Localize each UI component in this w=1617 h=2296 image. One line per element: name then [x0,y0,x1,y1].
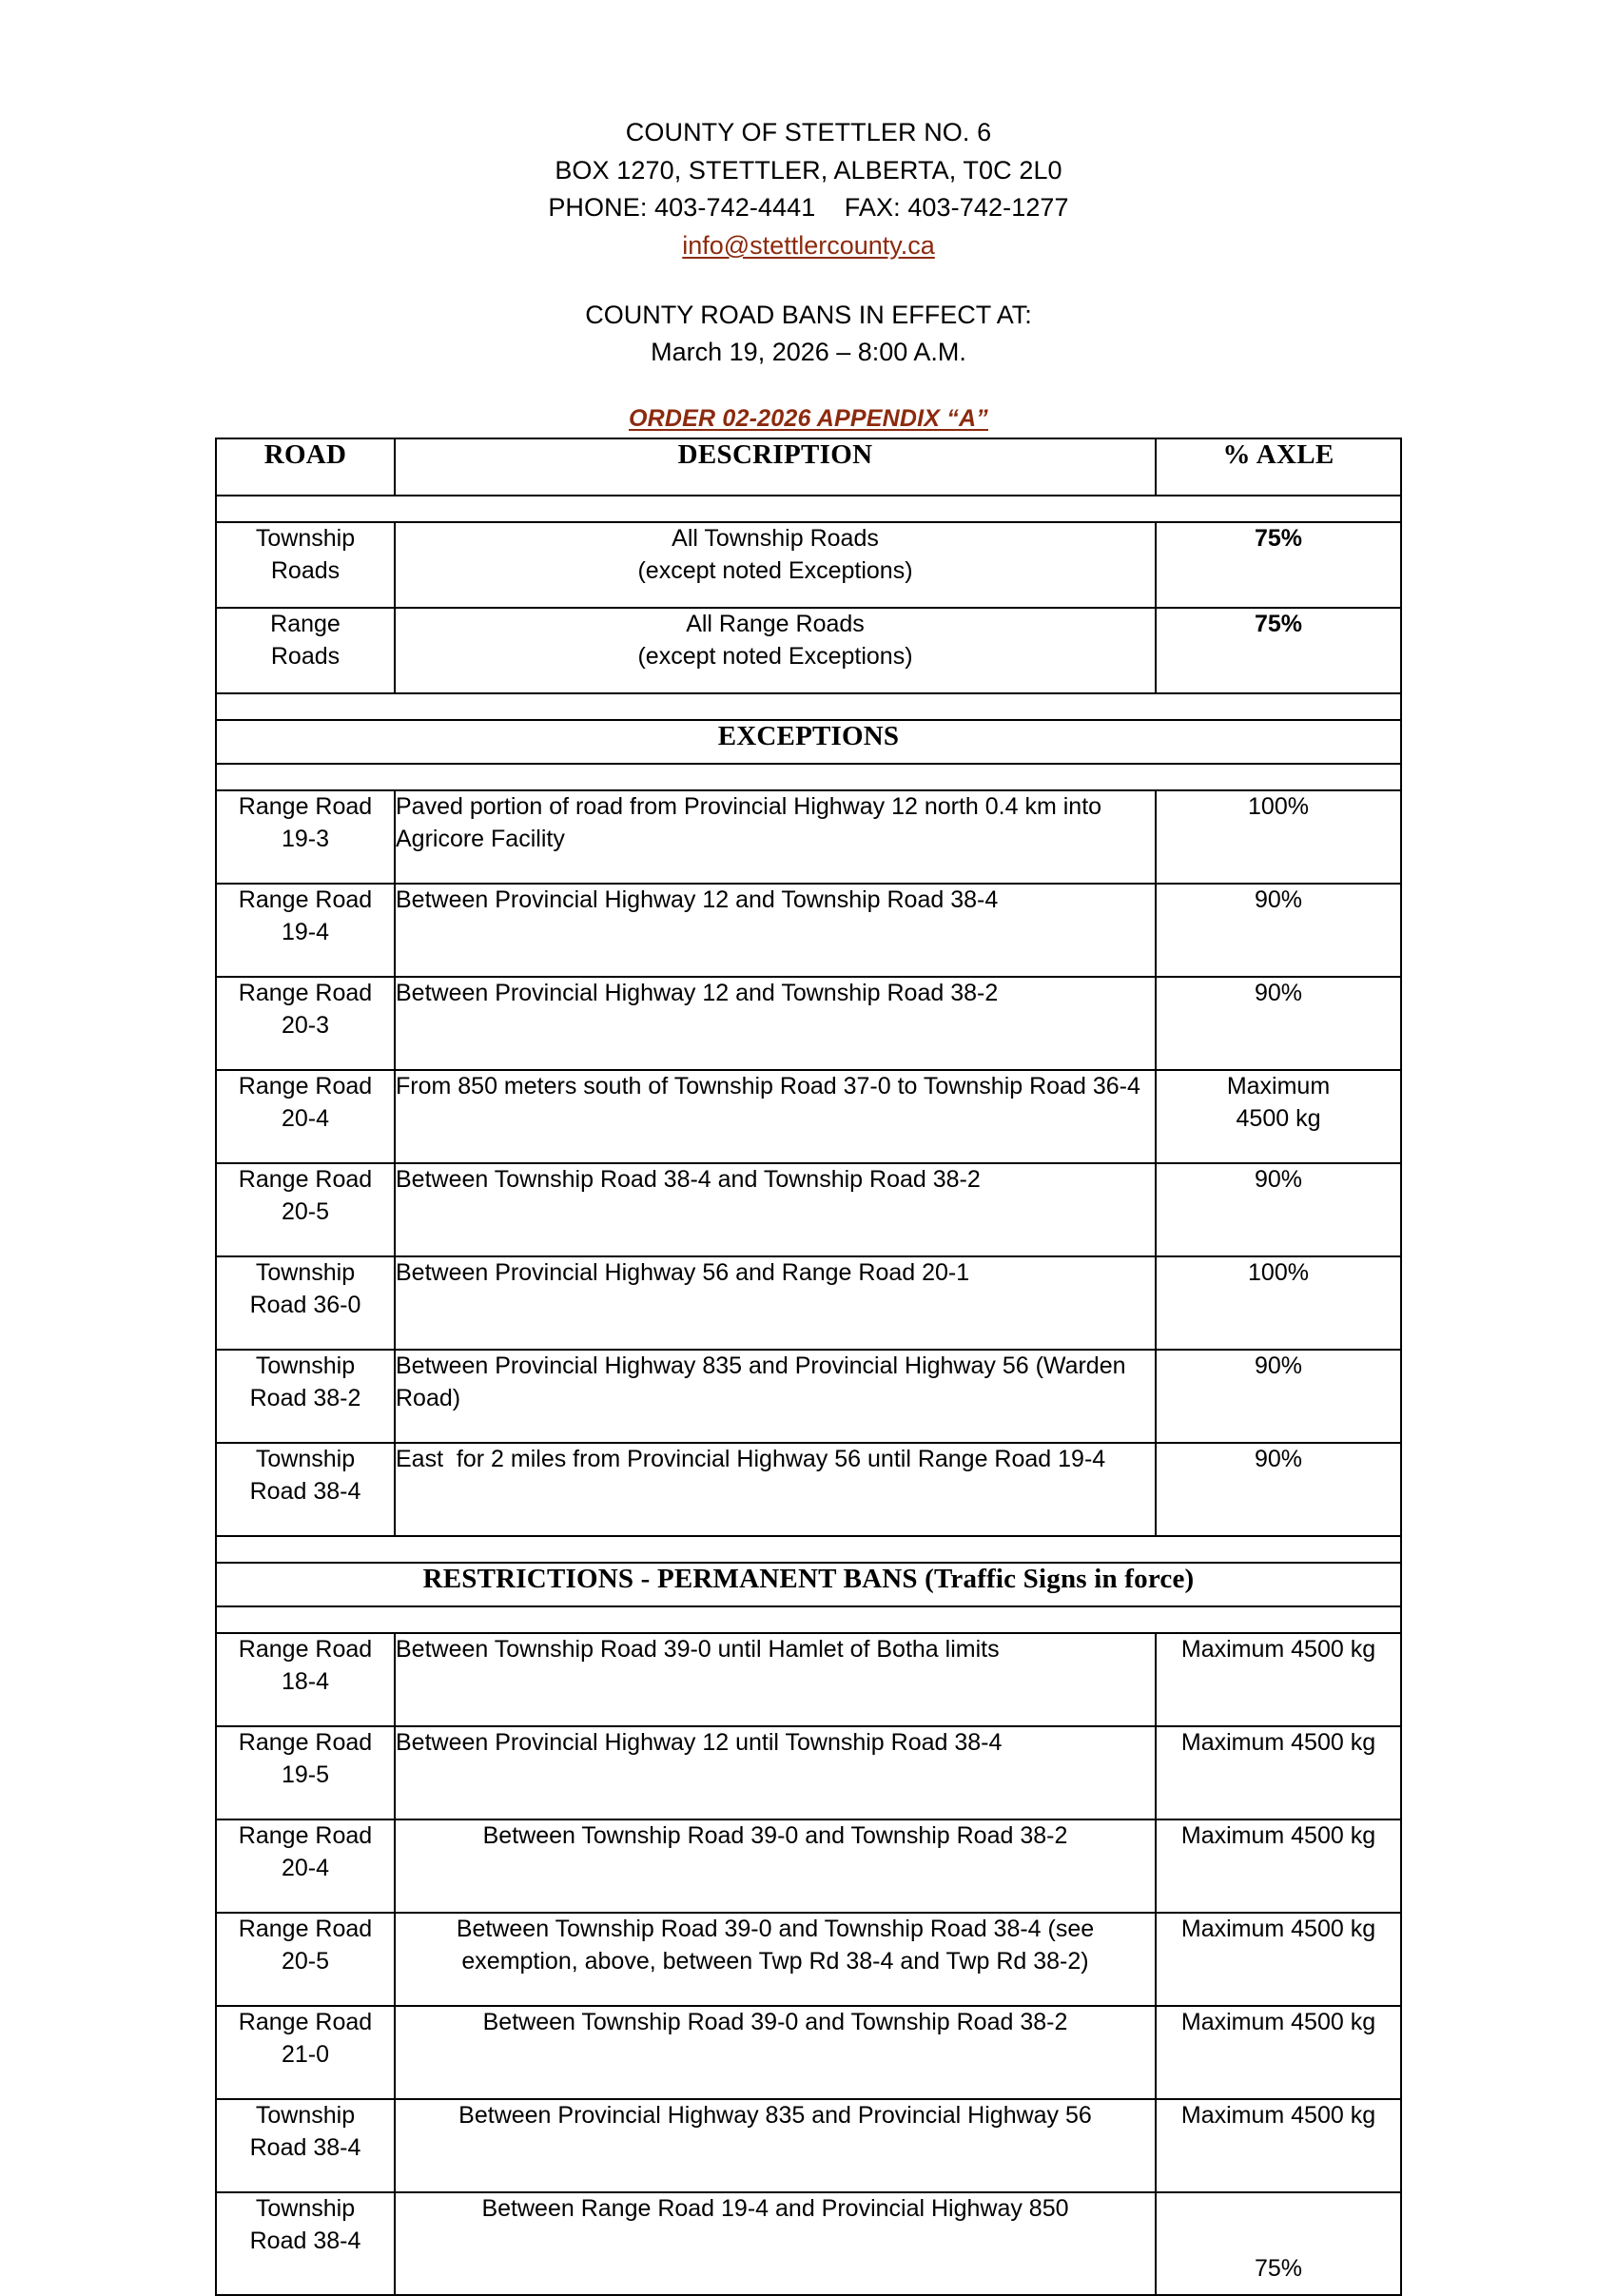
cell-axle: Maximum 4500 kg [1156,1070,1401,1163]
cell-axle: 75% [1156,2192,1401,2295]
cell-road: Range Road 20-4 [216,1819,395,1913]
cell-road: Range Road 18-4 [216,1633,395,1726]
letterhead [0,0,1617,259]
table-row [216,1819,1401,1913]
spacer-row-top [216,496,1401,522]
cell-axle: 90% [1156,1443,1401,1536]
exceptions-section-title-cell: EXCEPTIONS [216,720,1401,764]
restrictions-section-title-cell: RESTRICTIONS - PERMANENT BANS (Traffic Signs in force) [216,1563,1401,1606]
spacer-cell [216,1606,1401,1633]
cell-road: Range Road 21-0 [216,2006,395,2099]
cell-description: East for 2 miles from Provincial Highway 56 until Range Road 19-4 [395,1443,1156,1536]
cell-description: Between Provincial Highway 835 and Provincial Highway 56 (Warden Road) [395,1350,1156,1443]
mailing-address: BOX 1270, STETTLER, ALBERTA, T0C 2L0 [555,155,1062,185]
cell-axle: Maximum 4500 kg [1156,2099,1401,2192]
table-row [216,1913,1401,2006]
cell-axle: 75% [1156,522,1401,608]
cell-description: Between Provincial Highway 835 and Provincial Highway 56 [395,2099,1156,2192]
spacer-row-after-exceptions [216,764,1401,790]
cell-axle: Maximum 4500 kg [1156,1819,1401,1913]
cell-description: Between Provincial Highway 12 until Township Road 38-4 [395,1726,1156,1819]
table-row [216,1070,1401,1163]
restrictions-section-title [216,1563,1401,1606]
cell-road: Township Road 36-0 [216,1256,395,1350]
column-header-description: DESCRIPTION [395,438,1156,496]
table-row [216,522,1401,608]
road-bans-table-container [215,438,1400,2296]
phone-fax-line: PHONE: 403-742-4441 FAX: 403-742-1277 [548,193,1069,222]
cell-description: Between Provincial Highway 12 and Township Road 38-2 [395,977,1156,1070]
cell-road: Township Road 38-2 [216,1350,395,1443]
cell-description: Between Township Road 39-0 and Township Road 38-4 (see exemption, above, between Twp Rd 38-4 and Twp Rd 38-2) [395,1913,1156,2006]
table-row [216,977,1401,1070]
cell-axle: 75% [1156,608,1401,693]
cell-description: Between Township Road 38-4 and Township Road 38-2 [395,1163,1156,1256]
cell-axle: 90% [1156,884,1401,977]
cell-description: Between Township Road 39-0 and Township Road 38-2 [395,1819,1156,1913]
cell-description: All Township Roads (except noted Exceptions) [395,522,1156,608]
cell-description: From 850 meters south of Township Road 37-0 to Township Road 36-4 [395,1070,1156,1163]
road-bans-effect-label: COUNTY ROAD BANS IN EFFECT AT: [585,300,1032,329]
table-row [216,2099,1401,2192]
table-row [216,2192,1401,2295]
table-row [216,2006,1401,2099]
cell-axle: Maximum 4500 kg [1156,1726,1401,1819]
cell-description: Between Range Road 19-4 and Provincial Highway 850 [395,2192,1156,2295]
spacer-row-before-exceptions [216,693,1401,720]
cell-axle: 100% [1156,1256,1401,1350]
cell-road: Range Road 20-5 [216,1913,395,2006]
cell-axle: Maximum 4500 kg [1156,1913,1401,2006]
table-row [216,1256,1401,1350]
column-header-road: ROAD [216,438,395,496]
cell-description: Between Township Road 39-0 until Hamlet of Botha limits [395,1633,1156,1726]
cell-road: Township Road 38-4 [216,1443,395,1536]
cell-road: Range Road 20-3 [216,977,395,1070]
cell-road: Range Road 20-5 [216,1163,395,1256]
road-bans-effect-datetime: March 19, 2026 – 8:00 A.M. [651,338,966,366]
table-row [216,1726,1401,1819]
order-appendix-title: ORDER 02-2026 APPENDIX “A” [628,405,988,432]
cell-road: Range Road 20-4 [216,1070,395,1163]
exceptions-section-title [216,720,1401,764]
spacer-row-before-restrictions [216,1536,1401,1563]
cell-axle: 90% [1156,977,1401,1070]
cell-description: Between Provincial Highway 12 and Township Road 38-4 [395,884,1156,977]
spacer-row-after-restrictions [216,1606,1401,1633]
cell-axle: Maximum 4500 kg [1156,1633,1401,1726]
email-link[interactable]: info@stettlercounty.ca [682,230,935,260]
table-row [216,1350,1401,1443]
spacer-cell [216,693,1401,720]
cell-description: Between Township Road 39-0 and Township Road 38-2 [395,2006,1156,2099]
road-bans-table [215,438,1402,2296]
cell-road: Range Road 19-3 [216,790,395,884]
cell-axle: 90% [1156,1163,1401,1256]
cell-axle: Maximum 4500 kg [1156,2006,1401,2099]
cell-axle: 100% [1156,790,1401,884]
spacer-cell [216,496,1401,522]
spacer-cell [216,1536,1401,1563]
effective-time-block [0,302,1617,366]
cell-road: Range Road 19-5 [216,1726,395,1819]
cell-road: Range Roads [216,608,395,693]
spacer-cell [216,764,1401,790]
cell-axle: 90% [1156,1350,1401,1443]
cell-description: Paved portion of road from Provincial Highway 12 north 0.4 km into Agricore Facility [395,790,1156,884]
table-row [216,790,1401,884]
cell-road: Township Road 38-4 [216,2192,395,2295]
cell-road: Range Road 19-4 [216,884,395,977]
table-row [216,1633,1401,1726]
table-row [216,1443,1401,1536]
cell-description: All Range Roads (except noted Exceptions) [395,608,1156,693]
table-row [216,1163,1401,1256]
cell-road: Township Roads [216,522,395,608]
organization-name: COUNTY OF STETTLER NO. 6 [625,118,992,146]
table-row [216,884,1401,977]
table-header-row [216,438,1401,496]
cell-road: Township Road 38-4 [216,2099,395,2192]
cell-description: Between Provincial Highway 56 and Range Road 20-1 [395,1256,1156,1350]
column-header-axle: % AXLE [1156,438,1401,496]
table-row [216,608,1401,693]
